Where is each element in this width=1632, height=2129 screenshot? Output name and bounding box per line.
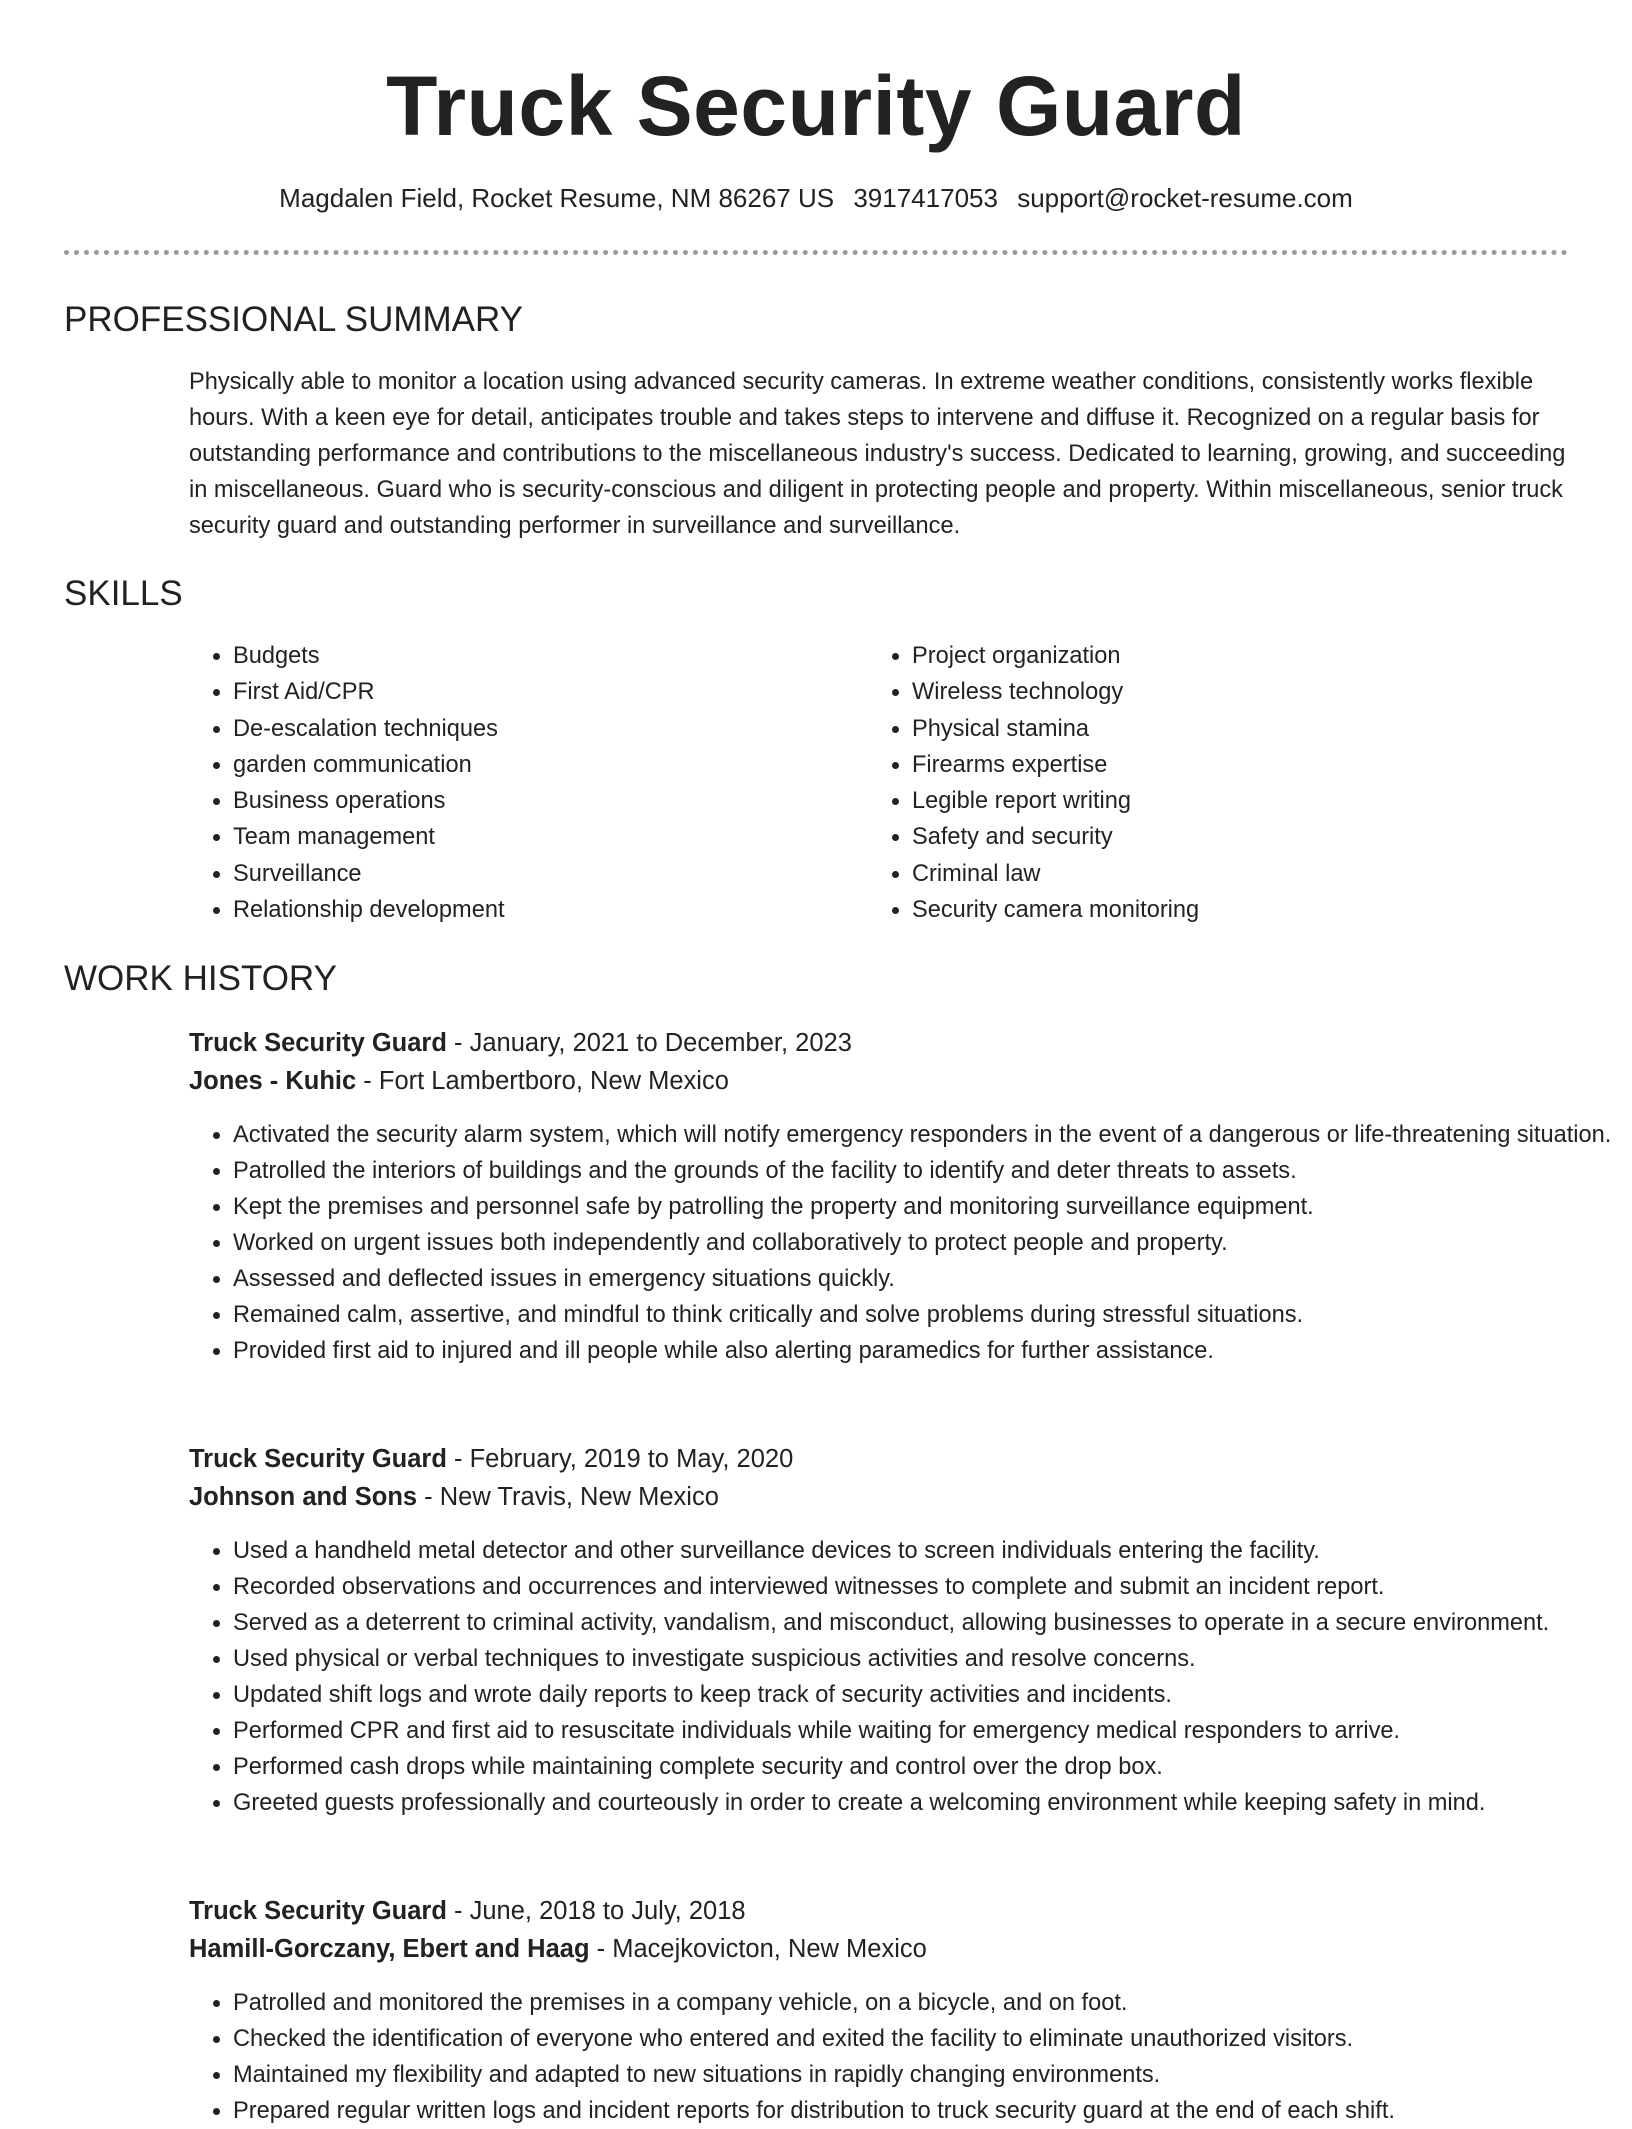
job-duty: • Performed CPR and first aid to resuscitate individuals while waiting for emergency medical responders to arrive. — [233, 1713, 1613, 1749]
job-duty: • Kept the premises and personnel safe by patrolling the property and monitoring surveillance equipment. — [233, 1189, 1613, 1225]
skill-item: • Team management — [233, 819, 853, 855]
skills-list-left — [189, 638, 853, 928]
job-duties-list — [189, 1117, 1613, 1369]
job-title-line — [189, 1892, 1569, 1930]
job-title-line — [189, 1024, 1569, 1062]
contact-address: Magdalen Field, Rocket Resume, NM 86267 US — [279, 183, 835, 213]
skill-item: • Firearms expertise — [912, 747, 1552, 783]
job-duty: • Worked on urgent issues both independently and collaboratively to protect people and property. — [233, 1225, 1613, 1261]
skill-item: • Physical stamina — [912, 711, 1552, 747]
job-duty: • Assessed and deflected issues in emergency situations quickly. — [233, 1261, 1613, 1297]
summary-text: Physically able to monitor a location using advanced security cameras. In extreme weather conditions, consistently works flexible hours. With a keen eye for detail, anticipates trouble and takes steps to intervene and diffuse it. Recognized on a regular basis for outstanding performance and contributions to the miscellaneous industry's success. Dedicated to learning, growing, and succeeding in miscellaneous. Guard who is security-conscious and diligent in protecting people and property. Within miscellaneous, senior truck security guard and outstanding performer in surveillance and surveillance. — [189, 369, 1566, 539]
skill-item: • Criminal law — [912, 856, 1552, 892]
job-duty: • Remained calm, assertive, and mindful to think critically and solve problems during stressful situations. — [233, 1297, 1613, 1333]
job-role: Truck Security Guard — [189, 1445, 447, 1473]
job-duty: • Patrolled and monitored the premises in a company vehicle, on a bicycle, and on foot. — [233, 1985, 1613, 2021]
job-duty: • Recorded observations and occurrences and interviewed witnesses to complete and submit an incident report. — [233, 1569, 1613, 1605]
skill-item: • First Aid/CPR — [233, 674, 853, 710]
contact-email: support@rocket-resume.com — [1017, 183, 1353, 213]
header-divider — [64, 250, 1568, 255]
job-company-line — [189, 1062, 1569, 1100]
job-company: Johnson and Sons — [189, 1483, 418, 1511]
skill-item: • Relationship development — [233, 892, 853, 928]
job-location: - New Travis, New Mexico — [417, 1483, 719, 1511]
job-duty: • Used physical or verbal techniques to investigate suspicious activities and resolve concerns. — [233, 1641, 1613, 1677]
job-duties-list — [189, 1533, 1613, 1821]
skill-item: • Project organization — [912, 638, 1552, 674]
skill-item: • Security camera monitoring — [912, 892, 1552, 928]
job-duty: • Maintained my flexibility and adapted to new situations in rapidly changing environments. — [233, 2057, 1613, 2093]
skills-heading: SKILLS — [64, 574, 183, 613]
job-duty: • Prepared regular written logs and incident reports for distribution to truck security guard at the end of each shift. — [233, 2093, 1613, 2129]
candidate-name: Truck Security Guard — [386, 59, 1246, 153]
job-duty: • Served as a deterrent to criminal activity, vandalism, and misconduct, allowing businesses to operate in a secure environment. — [233, 1605, 1613, 1641]
skill-item: • De-escalation techniques — [233, 711, 853, 747]
skill-item: • Safety and security — [912, 819, 1552, 855]
job-duties-list — [189, 1985, 1613, 2129]
job-duty: • Greeted guests professionally and courteously in order to create a welcoming environment while keeping safety in mind. — [233, 1785, 1613, 1821]
skill-item: • Business operations — [233, 783, 853, 819]
job-duty: • Patrolled the interiors of buildings and the grounds of the facility to identify and deter threats to assets. — [233, 1153, 1613, 1189]
job-dates: - June, 2018 to July, 2018 — [446, 1897, 746, 1925]
job-duty: • Checked the identification of everyone who entered and exited the facility to eliminate unauthorized visitors. — [233, 2021, 1613, 2057]
job-role: Truck Security Guard — [189, 1029, 447, 1057]
job-location: - Macejkovicton, New Mexico — [589, 1935, 927, 1963]
job-role: Truck Security Guard — [189, 1897, 447, 1925]
summary-heading: PROFESSIONAL SUMMARY — [64, 300, 523, 339]
job-location: - Fort Lambertboro, New Mexico — [356, 1067, 729, 1095]
work-history-heading: WORK HISTORY — [64, 959, 337, 998]
job-duty: • Provided first aid to injured and ill people while also alerting paramedics for further assistance. — [233, 1333, 1613, 1369]
job-duty: • Updated shift logs and wrote daily reports to keep track of security activities and incidents. — [233, 1677, 1613, 1713]
job-duty: • Used a handheld metal detector and other surveillance devices to screen individuals entering the facility. — [233, 1533, 1613, 1569]
job-company-line — [189, 1930, 1569, 1968]
skill-item: • Surveillance — [233, 856, 853, 892]
skill-item: • Wireless technology — [912, 674, 1552, 710]
job-company: Jones - Kuhic — [189, 1067, 357, 1095]
job-dates: - January, 2021 to December, 2023 — [446, 1029, 852, 1057]
skill-item: • garden communication — [233, 747, 853, 783]
skills-list-right — [868, 638, 1552, 928]
job-duty: • Performed cash drops while maintaining complete security and control over the drop box. — [233, 1749, 1613, 1785]
skill-item: • Legible report writing — [912, 783, 1552, 819]
contact-line — [0, 180, 1632, 216]
job-title-line — [189, 1440, 1569, 1478]
job-company-line — [189, 1478, 1569, 1516]
job-dates: - February, 2019 to May, 2020 — [446, 1445, 794, 1473]
contact-phone: 3917417053 — [853, 183, 998, 213]
job-company: Hamill-Gorczany, Ebert and Haag — [189, 1935, 590, 1963]
skill-item: • Budgets — [233, 638, 853, 674]
job-duty: • Activated the security alarm system, which will notify emergency responders in the event of a dangerous or life-threatening situation. — [233, 1117, 1613, 1153]
